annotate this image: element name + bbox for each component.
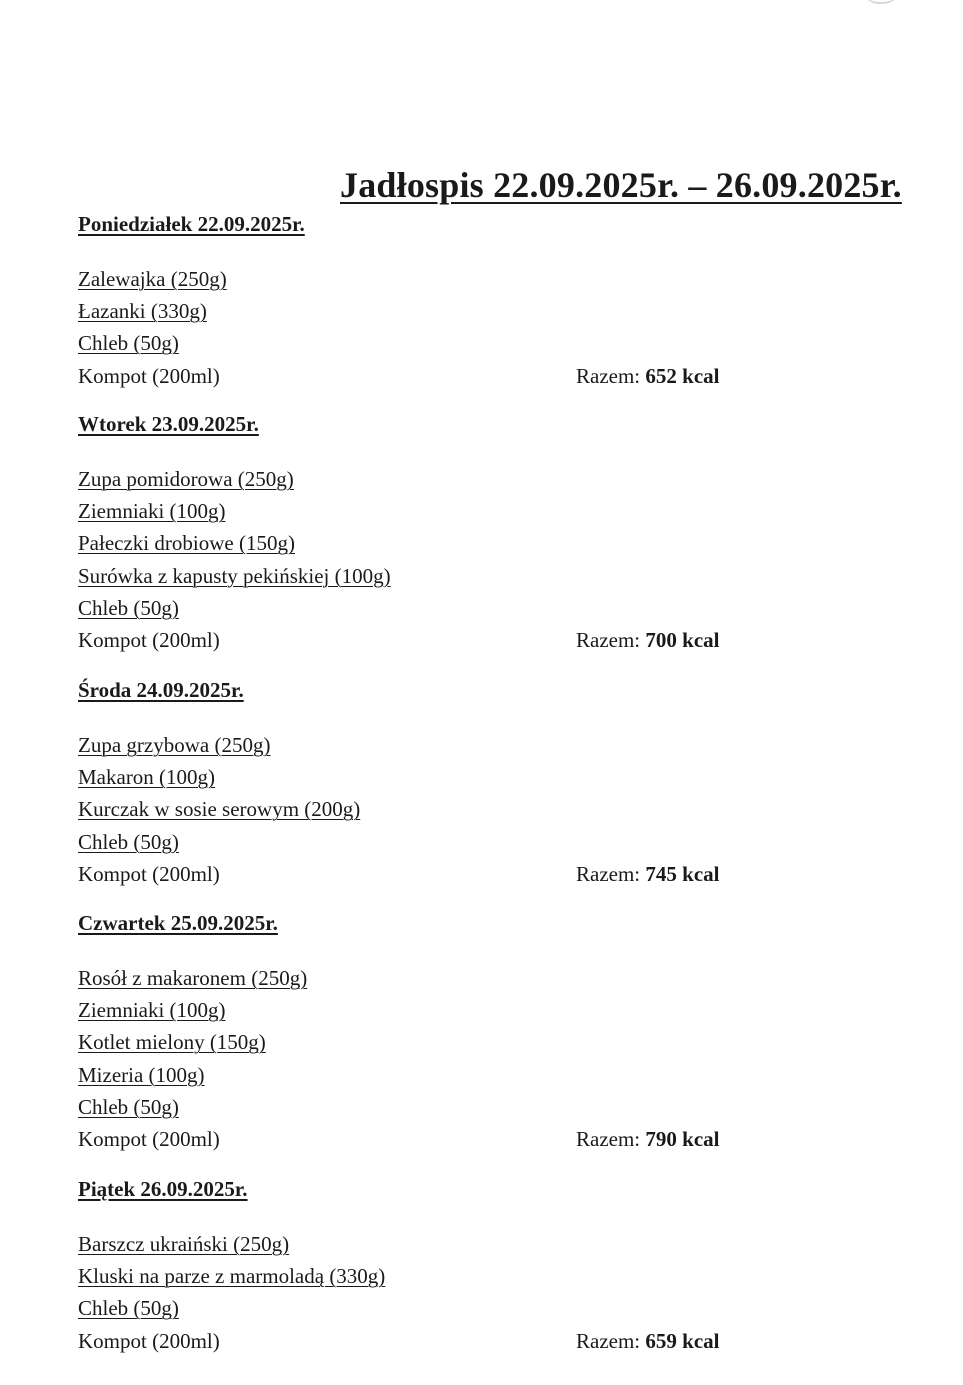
- meal-item-name: Rosół z makaronem (250g): [78, 966, 308, 990]
- meal-item: [78, 1091, 778, 1123]
- total-label: Razem:: [576, 627, 641, 652]
- total-value: 700 kcal: [645, 627, 720, 652]
- meal-item: [78, 1325, 778, 1357]
- meal-item-name: Chleb (50g): [78, 1296, 179, 1321]
- meal-item-name: Zupa grzybowa (250g): [78, 733, 271, 757]
- day-heading: Wtorek 23.09.2025r.: [78, 412, 259, 436]
- day-heading: Czwartek 25.09.2025r.: [78, 911, 278, 935]
- day-tuesday: [78, 412, 778, 656]
- meal-item: [78, 360, 778, 392]
- day-total: [576, 1123, 719, 1155]
- meal-item-name: Zalewajka (250g): [78, 267, 227, 291]
- meal-item: [78, 495, 778, 527]
- meal-item-name: Kompot (200ml): [78, 1328, 220, 1353]
- meal-item-name: Kompot (200ml): [78, 1126, 220, 1151]
- meal-item-name: Kotlet mielony (150g): [78, 1030, 266, 1055]
- meal-item: [78, 761, 778, 793]
- total-value: 790 kcal: [645, 1126, 720, 1151]
- meal-item: [78, 1123, 778, 1155]
- meal-list: [78, 1228, 778, 1357]
- meal-item-name: Makaron (100g): [78, 765, 216, 790]
- meal-item: [78, 858, 778, 890]
- meal-item: [78, 826, 778, 858]
- meal-item: [78, 1260, 778, 1292]
- day-heading: Środa 24.09.2025r.: [78, 678, 244, 702]
- meal-item-name: Chleb (50g): [78, 331, 179, 356]
- day-friday: [78, 1177, 778, 1357]
- total-label: Razem:: [576, 363, 641, 388]
- meal-item: [78, 1059, 778, 1091]
- meal-item: [78, 962, 778, 994]
- meal-item-name: Pałeczki drobiowe (150g): [78, 531, 295, 556]
- meal-list: [78, 463, 778, 656]
- meal-item-name: Ziemniaki (100g): [78, 998, 226, 1023]
- day-thursday: [78, 911, 778, 1155]
- meal-item-name: Barszcz ukraiński (250g): [78, 1232, 290, 1256]
- day-wednesday: [78, 678, 778, 890]
- meal-item: [78, 592, 778, 624]
- meal-item: [78, 295, 778, 327]
- total-value: 652 kcal: [645, 363, 720, 388]
- day-heading: Piątek 26.09.2025r.: [78, 1177, 248, 1201]
- meal-item-name: Surówka z kapusty pekińskiej (100g): [78, 563, 391, 588]
- meal-item: [78, 327, 778, 359]
- total-value: 659 kcal: [645, 1328, 720, 1353]
- meal-item-name: Zupa pomidorowa (250g): [78, 467, 294, 491]
- day-monday: [78, 212, 778, 392]
- total-label: Razem:: [576, 861, 641, 886]
- meal-item: [78, 527, 778, 559]
- total-value: 745 kcal: [645, 861, 720, 886]
- scan-mark: [861, 0, 901, 4]
- meal-item: [78, 793, 778, 825]
- meal-item-name: Kompot (200ml): [78, 627, 220, 652]
- menu-title: Jadłospis 22.09.2025r. – 26.09.2025r.: [340, 165, 902, 206]
- meal-item-name: Chleb (50g): [78, 1094, 179, 1119]
- meal-item: [78, 729, 778, 761]
- meal-item-name: Ziemniaki (100g): [78, 499, 226, 524]
- meal-item: [78, 263, 778, 295]
- meal-item-name: Łazanki (330g): [78, 299, 207, 324]
- meal-item-name: Kurczak w sosie serowym (200g): [78, 797, 361, 822]
- meal-item-name: Chleb (50g): [78, 595, 179, 620]
- meal-item: [78, 994, 778, 1026]
- meal-item-name: Kompot (200ml): [78, 363, 220, 388]
- meal-list: [78, 263, 778, 392]
- meal-item: [78, 1228, 778, 1260]
- day-total: [576, 858, 719, 890]
- meal-item: [78, 1292, 778, 1324]
- meal-item-name: Kompot (200ml): [78, 861, 220, 886]
- day-total: [576, 1325, 719, 1357]
- meal-list: [78, 962, 778, 1155]
- day-total: [576, 360, 719, 392]
- meal-item: [78, 624, 778, 656]
- total-label: Razem:: [576, 1126, 641, 1151]
- day-heading: Poniedziałek 22.09.2025r.: [78, 212, 305, 236]
- meal-list: [78, 729, 778, 890]
- meal-item-name: Kluski na parze z marmoladą (330g): [78, 1264, 386, 1289]
- meal-item: [78, 463, 778, 495]
- meal-item: [78, 560, 778, 592]
- meal-item: [78, 1026, 778, 1058]
- meal-item-name: Mizeria (100g): [78, 1062, 205, 1087]
- total-label: Razem:: [576, 1328, 641, 1353]
- day-total: [576, 624, 719, 656]
- meal-item-name: Chleb (50g): [78, 829, 179, 854]
